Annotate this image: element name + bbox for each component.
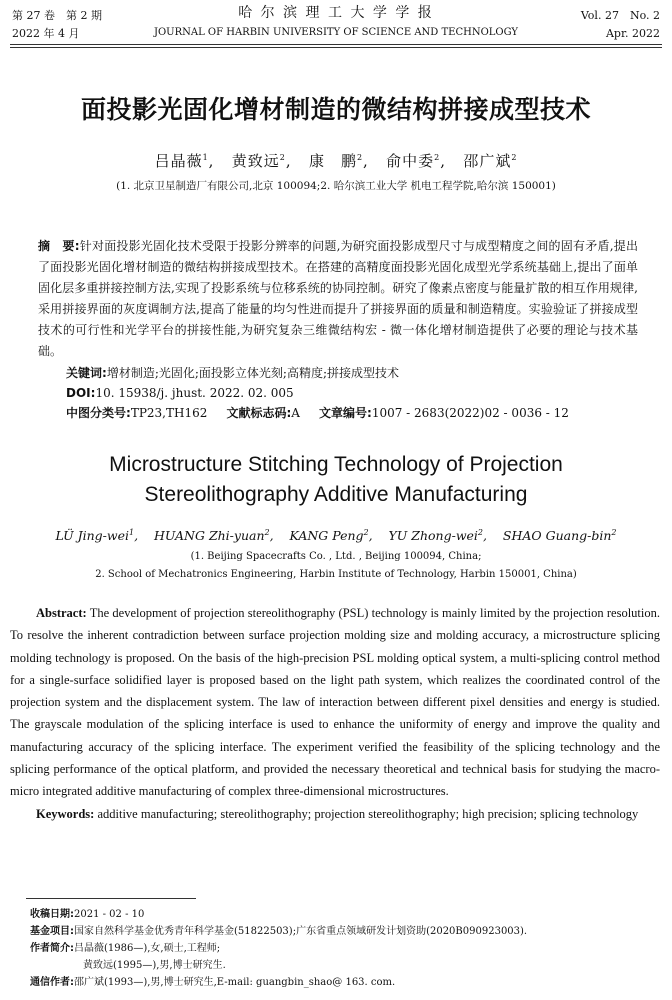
footnote-corresponding: 通信作者:邵广斌(1993—),男,博士研究生,E-mail: guangbin_shao@ 163. com. bbox=[30, 977, 396, 988]
classification-line: 中图分类号:TP23,TH162 文献标志码:A 文章编号:1007 - 2683(2022)02 - 0036 - 12 bbox=[66, 406, 569, 420]
keywords-text-en: additive manufacturing; stereolithography; projection stereolithography; high precision; splicing technology bbox=[97, 806, 639, 821]
abstract-text-en: The development of projection stereolithography (PSL) technology is mainly limited by the projection resolution. To resolve the inherent contradiction between surface projection molding size and molding accuracy, a microstructure splicing molding technology is proposed. On the basis of the high-precision PSL molding optical system, a multi-splicing control method for a single-surface solidified layer is proposed based on the light path system, which realizes the coordinated control of the projection system and the displacement system. The law of interaction between different pixel densities and energy is studied. The grayscale modulation of the splicing interface is used to enhance the uniformity of energy and improve the quality and manufacturing accuracy of the splicing interface. The experiment verified the feasibility of the splicing technology and the splicing performance of the optical platform, and provided the necessary theoretical and technical basis for studying the macro-micro integrated additive manufacturing of complex three-dimensional microstructures. bbox=[10, 606, 660, 799]
author-name-cn: 俞中委 bbox=[386, 152, 435, 170]
footnote-received: 收稿日期:2021 - 02 - 10 bbox=[30, 909, 145, 920]
author-list-en: LÜ Jing-wei$^1$, HUANG Zhi-yuan$^2$, KANG Peng$^2$, YU Zhong-wei$^2$, SHAO Guang-bin$^2$ bbox=[55, 528, 617, 544]
author-name-cn: 邵广斌 bbox=[463, 152, 512, 170]
paper-title-en-line1: Microstructure Stitching Technology of Projection bbox=[109, 453, 563, 476]
footnote-author: 作者简介:吕晶薇(1986—),女,硕士,工程师; bbox=[30, 943, 221, 954]
affiliation-en-line2: 2. School of Mechatronics Engineering, Harbin Institute of Technology, Harbin 150001, China) bbox=[95, 569, 577, 580]
paper-title-cn: 面投影光固化增材制造的微结构拼接成型技术 bbox=[80, 95, 591, 124]
affiliation-cn: (1. 北京卫星制造厂有限公司,北京 100094;2. 哈尔滨工业大学 机电工程学院,哈尔滨 150001) bbox=[116, 180, 556, 192]
author-name-cn: 黄致远 bbox=[231, 152, 280, 170]
author-list-cn: 吕晶薇$^1$, 黄致远$^2$, 康 鹏$^2$, 俞中委$^2$, 邵广斌$^2$ bbox=[154, 152, 518, 170]
keywords-label-en: Keywords: bbox=[36, 806, 95, 821]
abstract-cn bbox=[38, 236, 638, 362]
author-name-cn: 吕晶薇 bbox=[154, 152, 203, 170]
volume-issue-cn: 第 27 卷 第 2 期 bbox=[12, 9, 102, 22]
journal-name-en: JOURNAL OF HARBIN UNIVERSITY OF SCIENCE AND TECHNOLOGY bbox=[153, 27, 519, 38]
footnote-fund: 基金项目:国家自然科学基金优秀青年科学基金(51822503);广东省重点领域研发计划资助(2020B090923003). bbox=[30, 926, 528, 937]
volume-issue-en: Vol. 27 No. 2 bbox=[580, 9, 660, 22]
footnote-author-2: 黄致远(1995—),男,博士研究生. bbox=[83, 960, 226, 971]
footnote-rule bbox=[26, 898, 196, 899]
header-rule-2 bbox=[10, 47, 662, 48]
keywords-cn: 关键词:增材制造;光固化;面投影立体光刻;高精度;拼接成型技术 bbox=[66, 366, 399, 380]
journal-name-cn: 哈 尔 滨 理 工 大 学 学 报 bbox=[238, 5, 434, 21]
date-cn: 2022 年 4 月 bbox=[12, 27, 80, 40]
doi: DOI:10. 15938/j. jhust. 2022. 02. 005 bbox=[66, 386, 294, 400]
abstract-label-cn: 摘 要: bbox=[38, 239, 80, 253]
header-rule bbox=[10, 44, 662, 45]
abstract-label-en: Abstract: bbox=[36, 606, 87, 620]
date-en: Apr. 2022 bbox=[605, 27, 660, 40]
author-name-cn: 康 鹏 bbox=[308, 152, 357, 170]
paper-title-en-line2: Stereolithography Additive Manufacturing bbox=[144, 483, 528, 506]
abstract-text-cn: 针对面投影光固化技术受限于投影分辨率的问题,为研究面投影成型尺寸与成型精度之间的固有矛盾,提出了面投影光固化增材制造的微结构拼接成型技术。在搭建的高精度面投影光固化成型光学系统基础上,提出了面单固化层多重拼接控制方法,实现了投影系统与位移系统的协同控制。研究了像素点密度与能量扩散的相互作用规律,采用拼接界面的灰度调制方法,提高了能量的均匀性进而提升了拼接界面的质量和制造精度。实验验证了拼接成型技术的可行性和光学平台的拼接性能,为研究复杂三维微结构宏 - 微一体化增材制造提供了必要的理论与技术基础。 bbox=[38, 239, 638, 358]
abstract-en bbox=[10, 602, 660, 825]
affiliation-en-line1: (1. Beijing Spacecrafts Co. , Ltd. , Beijing 100094, China; bbox=[190, 551, 482, 562]
